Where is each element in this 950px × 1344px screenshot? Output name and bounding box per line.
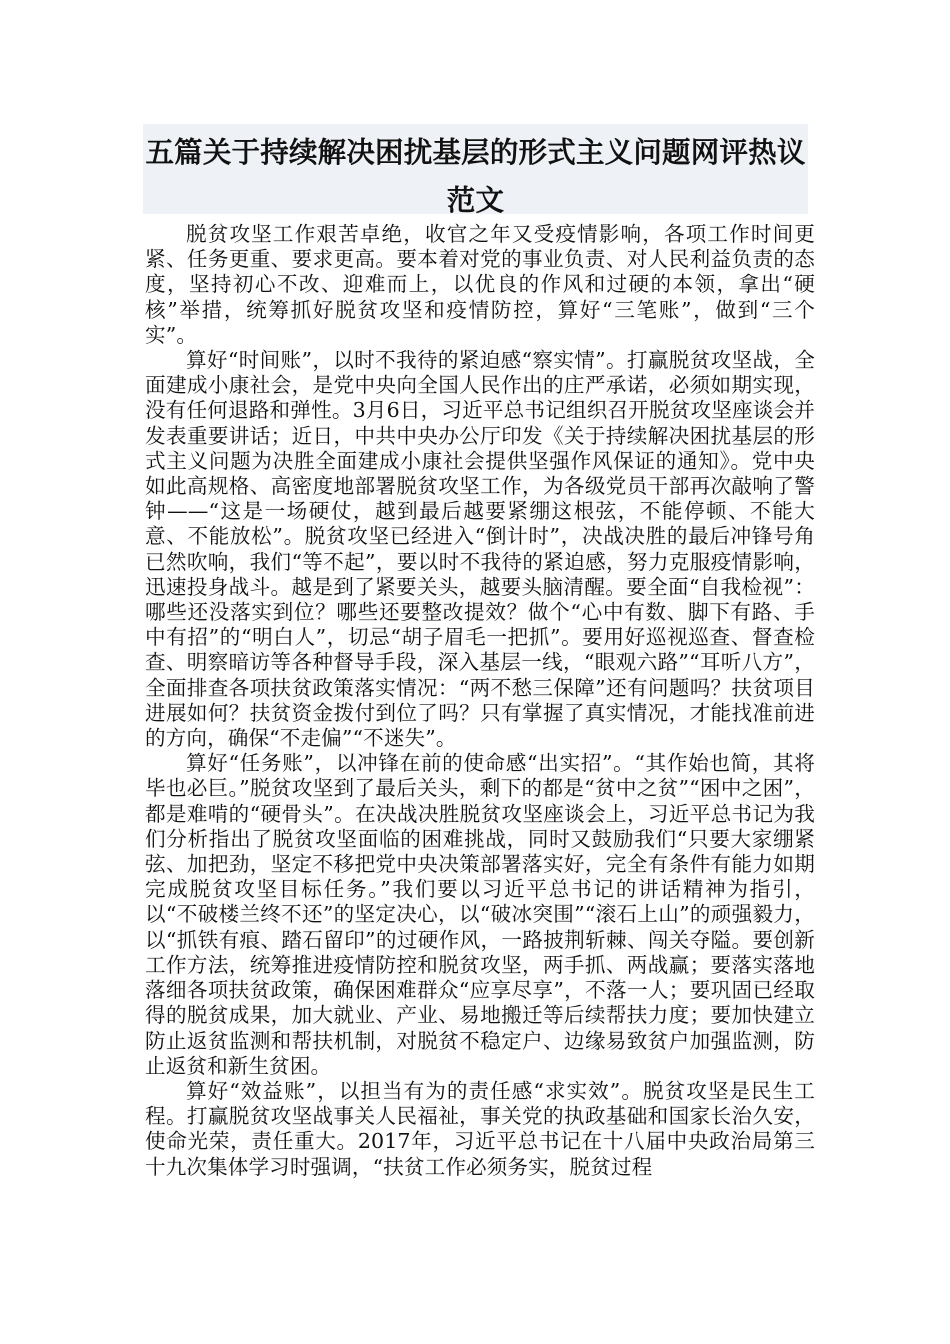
paragraph-intro: 脱贫攻坚工作艰苦卓绝，收官之年又受疫情影响，各项工作时间更紧、任务更重、要求更高。要本着对党的事业负责、对人民利益负责的态度，坚持初心不改、迎难而上，以优良的作风和过硬的本领，拿出“硬核”举措，统筹抓好脱贫攻坚和疫情防控，算好“三笔账”，做到“三个实”。	[145, 222, 815, 347]
document-title	[143, 128, 808, 224]
paragraph-task-account: 算好“任务账”，以冲锋在前的使命感“出实招”。“其作始也简，其将毕也必巨。”脱贫攻坚到了最后关头，剩下的都是“贫中之贫”“困中之困”，都是难啃的“硬骨头”。在决战决胜脱贫攻坚座谈会上，习近平总书记为我们分析指出了脱贫攻坚面临的困难挑战，同时又鼓励我们“只要大家绷紧弦、加把劲，坚定不移把党中央决策部署落实好，完全有条件有能力如期完成脱贫攻坚目标任务。”我们要以习近平总书记的讲话精神为指引，以“不破楼兰终不还”的坚定决心，以“破冰突围”“滚石上山”的顽强毅力，以“抓铁有痕、踏石留印”的过硬作风，一路披荆斩棘、闯关夺隘。要创新工作方法，统筹推进疫情防控和脱贫攻坚，两手抓、两战赢；要落实落地落细各项扶贫政策，确保困难群众“应享尽享”，不落一人；要巩固已经取得的脱贫成果，加大就业、产业、易地搬迁等后续帮扶力度；要加快建立防止返贫监测和帮扶机制，对脱贫不稳定户、边缘易致贫户加强监测，防止返贫和新生贫困。	[145, 751, 815, 1078]
document-body	[145, 222, 815, 1180]
title-line-2: 范文	[446, 183, 505, 217]
paragraph-time-account: 算好“时间账”，以时不我待的紧迫感“察实情”。打赢脱贫攻坚战，全面建成小康社会，是党中央向全国人民作出的庄严承诺，必须如期实现，没有任何退路和弹性。3月6日，习近平总书记组织召开脱贫攻坚座谈会并发表重要讲话；近日，中共中央办公厅印发《关于持续解决困扰基层的形式主义问题为决胜全面建成小康社会提供坚强作风保证的通知》。党中央如此高规格、高密度地部署脱贫攻坚工作，为各级党员干部再次敲响了警钟——“这是一场硬仗，越到最后越要紧绷这根弦，不能停顿、不能大意、不能放松”。脱贫攻坚已经进入“倒计时”，决战决胜的最后冲锋号角已然吹响，我们“等不起”，要以时不我待的紧迫感，努力克服疫情影响，迅速投身战斗。越是到了紧要关头，越要头脑清醒。要全面“自我检视”：哪些还没落实到位？哪些还要整改提效？做个“心中有数、脚下有路、手中有招”的“明白人”，切忌“胡子眉毛一把抓”。要用好巡视巡查、督查检查、明察暗访等各种督导手段，深入基层一线，“眼观六路”“耳听八方”，全面排查各项扶贫政策落实情况：“两不愁三保障”还有问题吗？扶贫项目进展如何？扶贫资金拨付到位了吗？只有掌握了真实情况，才能找准前进的方向，确保“不走偏”“不迷失”。	[145, 348, 815, 751]
paragraph-benefit-account: 算好“效益账”，以担当有为的责任感“求实效”。脱贫攻坚是民生工程。打赢脱贫攻坚战事关人民福祉，事关党的执政基础和国家长治久安，使命光荣，责任重大。2017年，习近平总书记在十八届中央政治局第三十九次集体学习时强调，“扶贫工作必须务实，脱贫过程	[145, 1078, 815, 1179]
title-line-1: 五篇关于持续解决困扰基层的形式主义问题网评热议	[145, 135, 806, 169]
